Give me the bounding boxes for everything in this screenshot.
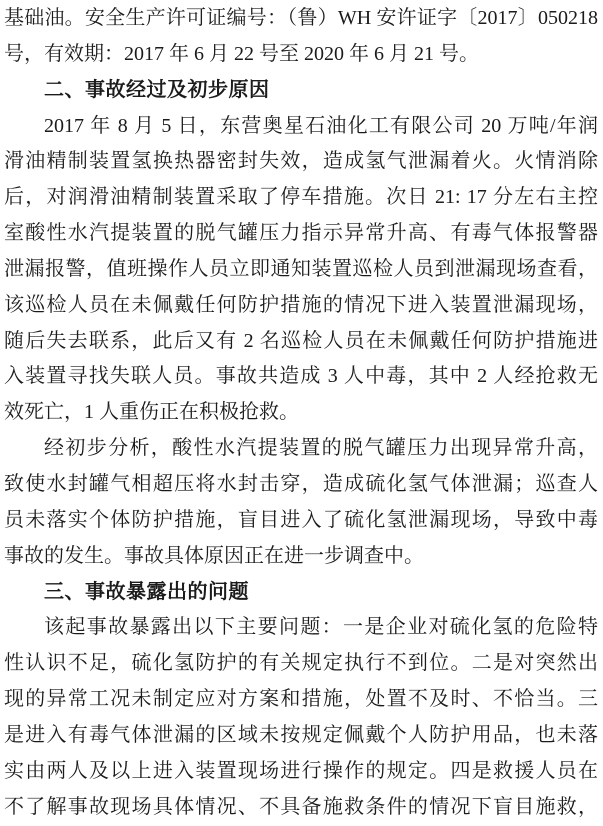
section-heading: 三、事故暴露出的问题 [44, 580, 249, 603]
text-line: 该巡检人员在未佩戴任何防护措施的情况下进入装置泄漏现场， [4, 293, 598, 316]
text-line: 入装置寻找失联人员。事故共造成 3 人中毒，其中 2 人经抢救无 [4, 365, 598, 388]
text-line: 泄漏报警，值班操作人员立即通知装置巡检人员到泄漏现场查看， [4, 257, 598, 280]
text-line: 员未落实个体防护措施，盲目进入了硫化氢泄漏现场，导致中毒 [4, 508, 598, 531]
text-line: 该起事故暴露出以下主要问题：一是企业对硫化氢的危险特 [44, 616, 598, 639]
text-line: 2017 年 8 月 5 日，东营奥星石油化工有限公司 20 万吨/年润 [44, 114, 598, 137]
text-line: 致使水封罐气相超压将水封击穿，造成硫化氢气体泄漏；巡查人 [4, 472, 598, 495]
text-line: 事故的发生。事故具体原因正在进一步调查中。 [4, 544, 424, 567]
text-line: 滑油精制装置氢换热器密封失效，造成氢气泄漏着火。火情消除 [4, 150, 598, 173]
text-line: 是进入有毒气体泄漏的区域未按规定佩戴个人防护用品，也未落 [4, 723, 598, 746]
text-line: 不了解事故现场具体情况、不具备施救条件的情况下盲目施救， [4, 795, 598, 818]
text-line: 效死亡，1 人重伤正在积极抢救。 [4, 401, 299, 424]
text-line: 实由两人及以上进入装置现场进行操作的规定。四是救援人员在 [4, 759, 598, 782]
text-line: 随后失去联系，此后又有 2 名巡检人员在未佩戴任何防护措施进 [4, 329, 598, 352]
text-line: 现的异常工况未制定应对方案和措施，处置不及时、不恰当。三 [4, 688, 598, 711]
text-line: 后，对润滑油精制装置采取了停车措施。次日 21: 17 分左右主控 [4, 186, 598, 209]
text-line: 性认识不足，硫化氢防护的有关规定执行不到位。二是对突然出 [4, 652, 598, 675]
section-heading: 二、事故经过及初步原因 [44, 78, 270, 101]
text-line: 室酸性水汽提装置的脱气罐压力指示异常升高、有毒气体报警器 [4, 222, 598, 245]
text-line: 基础油。安全生产许可证编号：（鲁）WH 安许证字〔2017〕050218 [4, 7, 598, 29]
text-line: 号，有效期：2017 年 6 月 22 号至 2020 年 6 月 21 号。 [4, 42, 479, 65]
text-line: 经初步分析，酸性水汽提装置的脱气罐压力出现异常升高， [44, 437, 598, 460]
